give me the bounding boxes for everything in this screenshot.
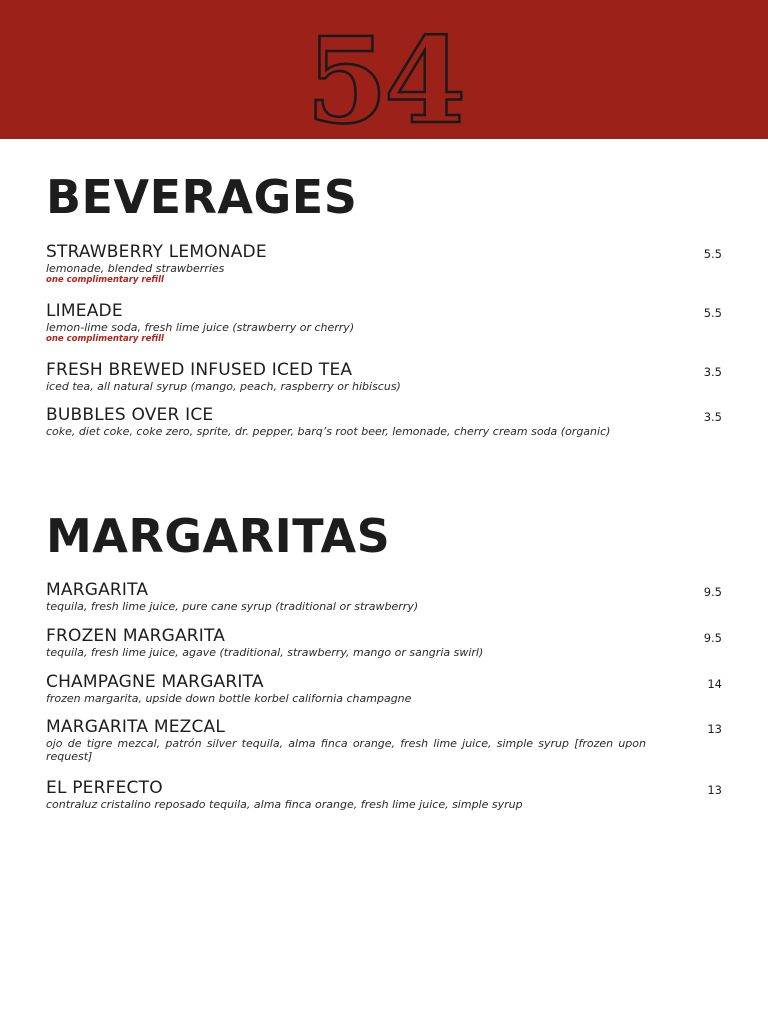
item-description: tequila, fresh lime juice, pure cane syrup (traditional or strawberry)	[46, 600, 419, 613]
menu-item	[46, 718, 722, 763]
restaurant-logo	[0, 11, 768, 150]
item-name: CHAMPAGNE MARGARITA	[46, 672, 264, 692]
item-description: ojo de tigre mezcal, patrón silver tequila, alma finca orange, fresh lime juice, simple syrup [frozen upon request]	[46, 737, 646, 763]
item-note: one complimentary refill	[46, 275, 164, 285]
item-price: 3.5	[703, 410, 722, 424]
item-description: iced tea, all natural syrup (mango, peach, raspberry or hibiscus)	[46, 380, 401, 393]
section-title-beverages: BEVERAGES	[46, 170, 358, 224]
menu-item	[46, 627, 722, 659]
item-price: 3.5	[703, 365, 722, 379]
menu-item	[46, 581, 722, 613]
item-price: 9.5	[703, 631, 722, 645]
item-name: BUBBLES OVER ICE	[46, 405, 214, 425]
menu-item	[46, 779, 722, 811]
item-name: LIMEADE	[46, 301, 123, 321]
item-price: 14	[707, 677, 722, 691]
item-description: lemon-lime soda, fresh lime juice (strawberry or cherry)	[46, 321, 355, 334]
item-name: FRESH BREWED INFUSED ICED TEA	[46, 360, 353, 380]
menu-item	[46, 406, 722, 438]
item-price: 9.5	[703, 585, 722, 599]
item-name: MARGARITA MEZCAL	[46, 717, 226, 737]
menu-item	[46, 361, 722, 393]
item-name: EL PERFECTO	[46, 778, 163, 798]
item-name: STRAWBERRY LEMONADE	[46, 242, 267, 262]
item-description: frozen margarita, upside down bottle korbel california champagne	[46, 692, 412, 705]
section-title-margaritas: MARGARITAS	[46, 509, 391, 563]
menu-item	[46, 673, 722, 705]
item-description: contraluz cristalino reposado tequila, alma finca orange, fresh lime juice, simple syrup	[46, 798, 523, 811]
item-name: MARGARITA	[46, 580, 149, 600]
item-description: coke, diet coke, coke zero, sprite, dr. pepper, barq’s root beer, lemonade, cherry cream soda (organic)	[46, 425, 611, 438]
menu-item	[46, 302, 722, 345]
item-price: 5.5	[703, 247, 722, 261]
menu-item	[46, 243, 722, 286]
item-price: 13	[707, 783, 722, 797]
item-price: 13	[707, 722, 722, 736]
item-description: lemonade, blended strawberries	[46, 262, 225, 275]
logo-text: 54	[305, 11, 463, 150]
item-name: FROZEN MARGARITA	[46, 626, 226, 646]
item-note: one complimentary refill	[46, 334, 164, 344]
logo-54	[305, 11, 463, 150]
item-price: 5.5	[703, 306, 722, 320]
item-description: tequila, fresh lime juice, agave (traditional, strawberry, mango or sangria swirl)	[46, 646, 484, 659]
